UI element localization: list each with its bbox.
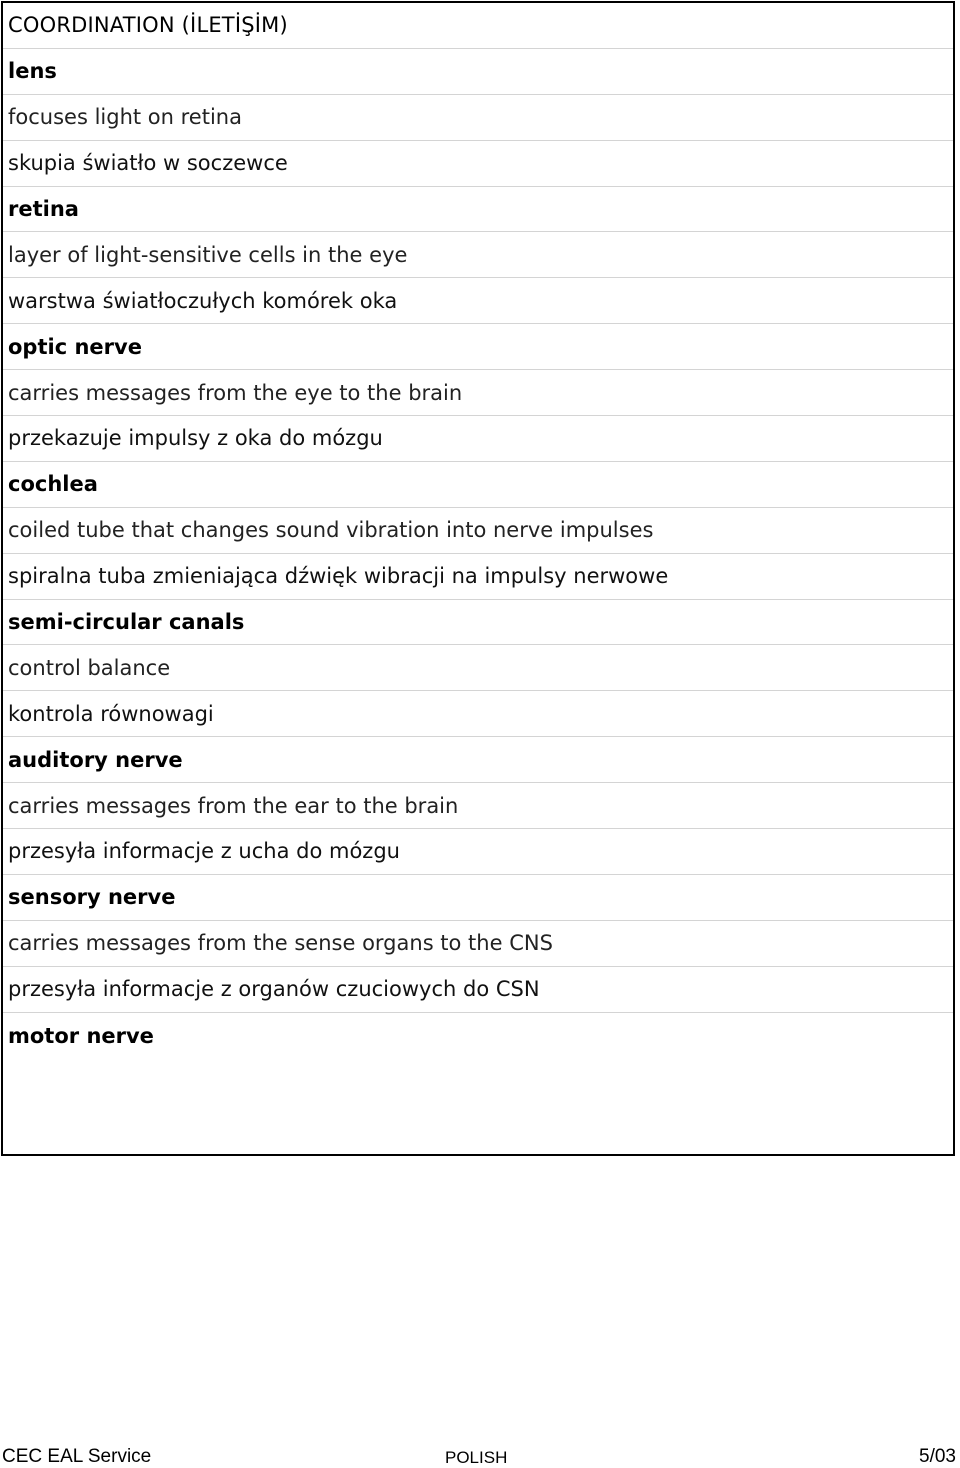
page-footer [2, 1446, 956, 1468]
footer-service-name: CEC EAL Service [2, 1446, 152, 1467]
glossary-definition: coiled tube that changes sound vibration into nerve impulses [3, 508, 953, 554]
footer-page-number: 5/03 [919, 1446, 956, 1467]
glossary-translation: przesyła informacje z ucha do mózgu [3, 829, 953, 875]
glossary-translation: skupia światło w soczewce [3, 141, 953, 187]
glossary-term: retina [3, 187, 953, 233]
glossary-definition: focuses light on retina [3, 95, 953, 141]
glossary-term: motor nerve [8, 1023, 154, 1048]
glossary-translation: spiralna tuba zmieniająca dźwięk wibracji na impulsy nerwowe [3, 554, 953, 600]
glossary-term: lens [3, 49, 953, 95]
glossary-term: cochlea [3, 462, 953, 508]
glossary-definition: layer of light-sensitive cells in the eye [3, 232, 953, 278]
glossary-term: optic nerve [3, 324, 953, 370]
glossary-translation: warstwa światłoczułych komórek oka [3, 278, 953, 324]
glossary-translation: kontrola równowagi [3, 691, 953, 737]
glossary-definition: carries messages from the eye to the brain [3, 370, 953, 416]
glossary-term: sensory nerve [3, 875, 953, 921]
glossary-translation: przesyła informacje z organów czuciowych do CSN [3, 967, 953, 1013]
glossary-table [1, 1, 955, 1156]
glossary-term: semi-circular canals [3, 600, 953, 646]
glossary-definition: control balance [3, 645, 953, 691]
glossary-heading: COORDINATION (İLETİŞİM) [3, 3, 953, 49]
glossary-translation: przekazuje impulsy z oka do mózgu [3, 416, 953, 462]
glossary-definition: carries messages from the sense organs to the CNS [3, 921, 953, 967]
footer-language: POLISH [445, 1448, 508, 1467]
glossary-definition: carries messages from the ear to the brain [3, 783, 953, 829]
glossary-term: auditory nerve [3, 737, 953, 783]
